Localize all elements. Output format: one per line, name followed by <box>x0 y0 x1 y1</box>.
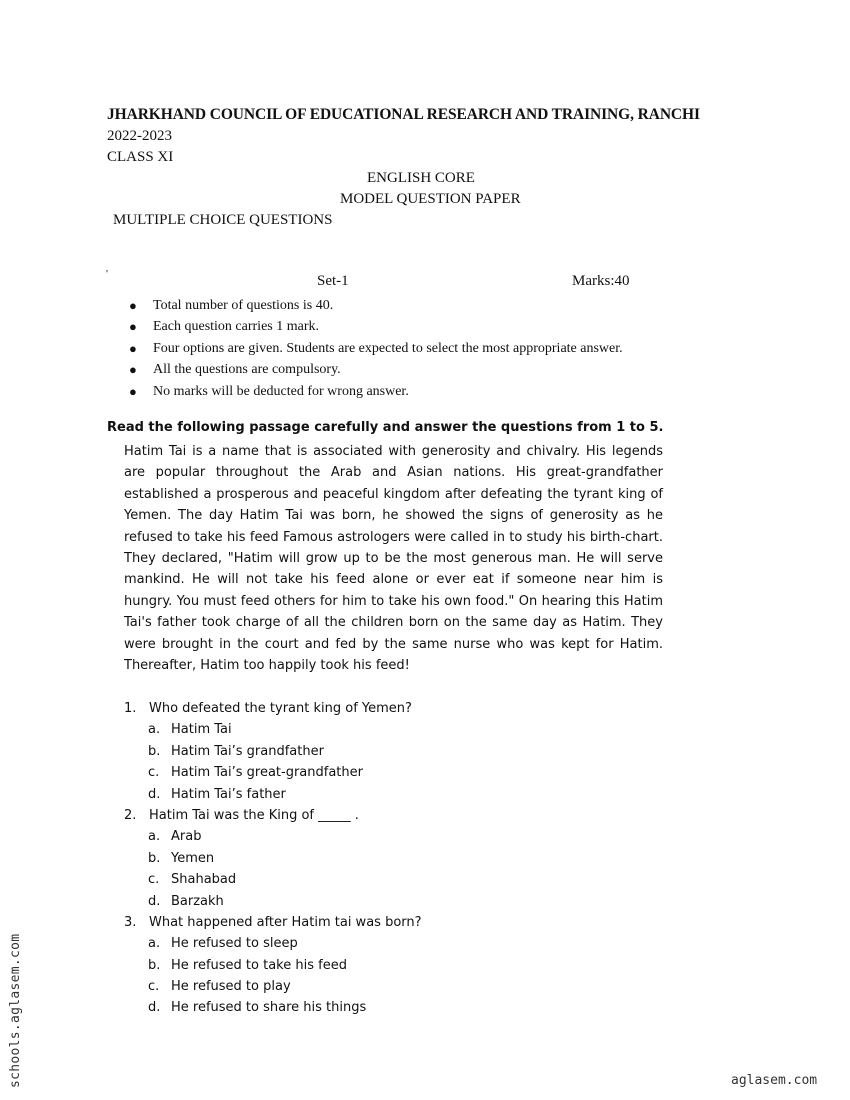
set-label: Set-1 <box>317 273 349 289</box>
passage-heading: Read the following passage carefully and answer the questions from 1 to 5. <box>107 420 664 435</box>
option-item <box>124 741 684 762</box>
option-letter: c. <box>148 979 160 995</box>
question-text: What happened after Hatim tai was born? <box>149 914 422 930</box>
bullet-icon: ● <box>129 319 137 335</box>
passage-text: Hatim Tai is a name that is associated with generosity and chivalry. His legends are popular throughout the Arab and Asian nations. His great-grandfather established a prosperous and peaceful kingdom after defeating the tyrant king of Yemen. The day Hatim Tai was born, he showed the signs of generosity as he refused to take his feed Famous astrologers were called in to study his birth-chart. They declared, "Hatim will grow up to be the most generous man. He will serve mankind. He will not take his feed alone or ever eat if someone near him is hungry. You must feed others for him to take his own food." On hearing this Hatim Tai's father took charge of all the children born on the same day as Hatim. They were brought in the court and fed by the same nurse who was kept for Hatim. Thereafter, Hatim too happily took his feed! <box>124 444 663 674</box>
question-number: 2. <box>124 807 137 823</box>
option-letter: a. <box>148 722 161 738</box>
section-title: MULTIPLE CHOICE QUESTIONS <box>113 212 333 228</box>
option-letter: b. <box>148 850 161 866</box>
option-item <box>124 719 684 740</box>
question-item <box>124 912 684 933</box>
question-item <box>124 805 684 826</box>
marks-label: Marks:40 <box>572 273 630 289</box>
stray-mark: ' <box>106 268 108 280</box>
option-item <box>124 933 684 954</box>
option-letter: b. <box>148 957 161 973</box>
questions-list <box>124 698 684 1019</box>
option-item <box>124 997 684 1018</box>
option-letter: b. <box>148 743 161 759</box>
option-item <box>124 762 684 783</box>
option-letter: c. <box>148 872 160 888</box>
bullet-icon: ● <box>129 383 137 399</box>
class-label: CLASS XI <box>107 149 174 165</box>
option-letter: a. <box>148 936 161 952</box>
option-letter: d. <box>148 893 161 909</box>
council-title: JHARKHAND COUNCIL OF EDUCATIONAL RESEARCH AND TRAINING, RANCHI <box>107 106 700 123</box>
academic-year: 2022-2023 <box>107 128 172 144</box>
option-text: Arab <box>171 829 202 845</box>
option-item <box>124 891 684 912</box>
question-text: Hatim Tai was the King of _____ . <box>149 807 359 823</box>
option-text: He refused to share his things <box>171 1000 367 1016</box>
option-item <box>124 784 684 805</box>
option-item <box>124 976 684 997</box>
option-text: He refused to play <box>171 979 291 995</box>
option-text: He refused to sleep <box>171 936 298 952</box>
option-letter: d. <box>148 1000 161 1016</box>
question-text: Who defeated the tyrant king of Yemen? <box>149 701 412 716</box>
option-item <box>124 848 684 869</box>
question-item <box>124 698 684 719</box>
footer-watermark: aglasem.com <box>731 1073 818 1088</box>
option-letter: c. <box>148 765 160 781</box>
bullet-icon: ● <box>129 298 137 313</box>
option-item <box>124 826 684 847</box>
option-letter: d. <box>148 786 161 802</box>
subject-title: ENGLISH CORE <box>367 170 475 186</box>
option-letter: a. <box>148 829 161 845</box>
option-text: Hatim Tai’s great-grandfather <box>171 765 363 781</box>
option-item <box>124 869 684 890</box>
bullet-icon: ● <box>129 340 137 356</box>
option-text: Barzakh <box>171 893 224 909</box>
option-text: He refused to take his feed <box>171 957 347 973</box>
bullet-icon: ● <box>129 362 137 378</box>
option-text: Hatim Tai’s father <box>171 786 286 802</box>
option-text: Shahabad <box>171 872 237 888</box>
option-text: Hatim Tai <box>171 722 232 738</box>
option-item <box>124 955 684 976</box>
option-text: Hatim Tai’s grandfather <box>171 743 324 759</box>
side-watermark: schools.aglasem.com <box>8 933 23 1088</box>
option-text: Yemen <box>171 850 215 866</box>
paper-title: MODEL QUESTION PAPER <box>340 191 521 207</box>
question-number: 1. <box>124 701 137 716</box>
question-number: 3. <box>124 914 137 930</box>
